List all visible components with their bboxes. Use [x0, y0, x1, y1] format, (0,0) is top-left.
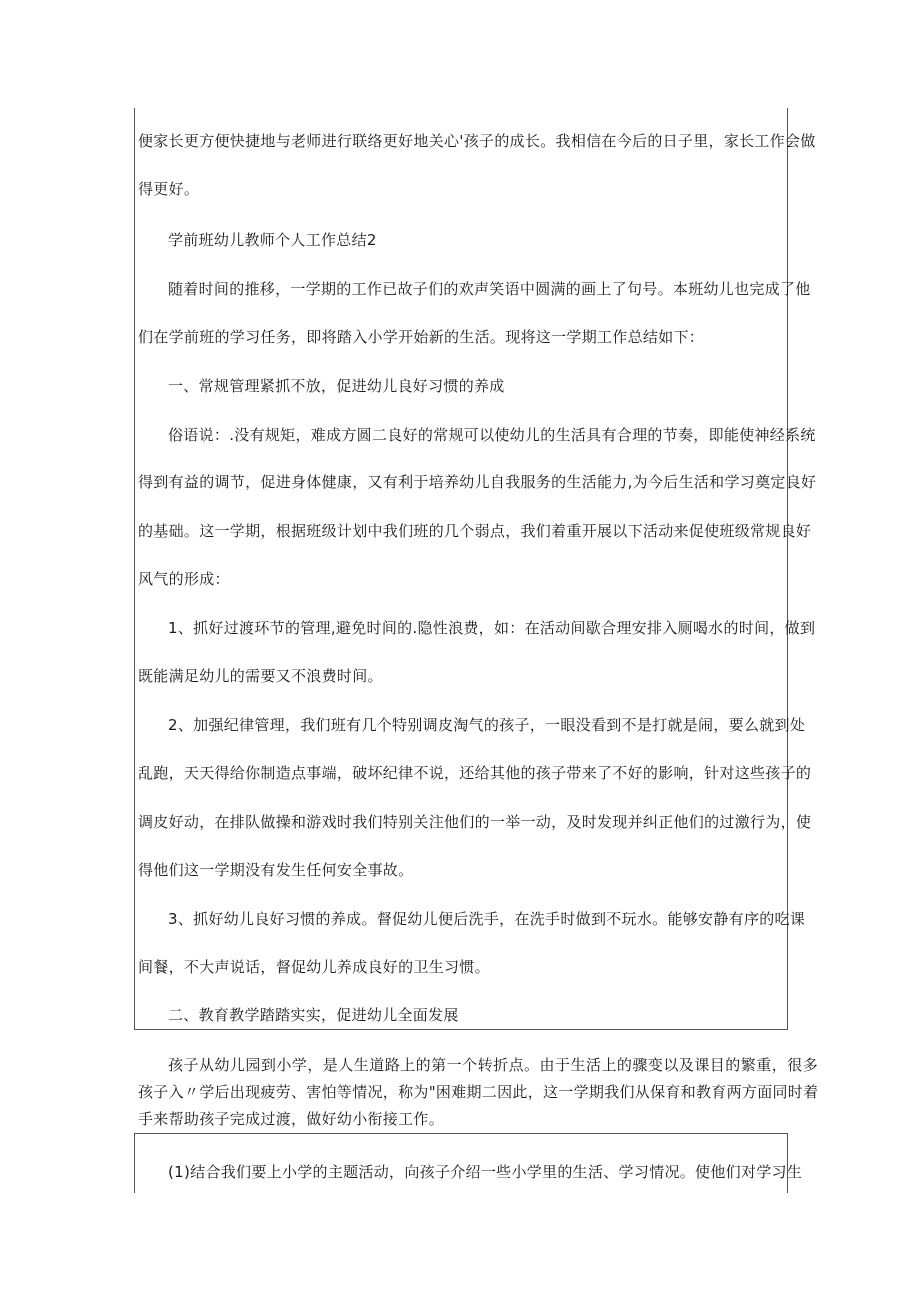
paragraph-line: 便家长更方便快捷地与老师进行联络更好地关心'孩子的成长。我相信在今后的日子里，家长工作会做: [138, 132, 816, 150]
list-item: 3、抓好幼儿良好习惯的养成。督促幼儿便后洗手，在洗手时做到不玩水。能够安静有序的吃课: [168, 910, 806, 928]
paragraph-line: 乱跑，天天得给你制造点事端，破坏纪律不说，还给其他的孩子带来了不好的影响，针对这些孩子的: [138, 764, 812, 782]
paragraph-line: 得他们这一学期没有发生任何安全事故。: [138, 861, 414, 879]
paragraph-line: 孩子从幼儿园到小学，是人生道路上的第一个转折点。由于生活上的骤变以及课目的繁重，很多: [168, 1056, 818, 1074]
section-title: 学前班幼儿教师个人工作总结2: [168, 231, 377, 249]
paragraph-line: 间餐，不大声说话，督促幼儿养成良好的卫生习惯。: [138, 958, 490, 976]
paragraph-line: 随着时间的推移，一学期的工作已故子们的欢声笑语中圆满的画上了句号。本班幼儿也完成了他: [168, 280, 811, 298]
paragraph-line: 风气的形成：: [138, 570, 230, 588]
paragraph-line: 手来帮助孩子完成过渡，做好幼小衔接工作。: [138, 1110, 445, 1128]
paragraph-line: 得更好。: [138, 180, 200, 198]
paragraph-line: 得到有益的调节，促进身体健康，又有利于培养幼儿自我服务的生活能力,为今后生活和学习奠定良好: [138, 473, 817, 491]
paragraph-line: 调皮好动，在排队做操和游戏时我们特别关注他们的一举一动，及时发现并纠正他们的过激行为，使: [138, 813, 812, 831]
list-item: (1)结合我们要上小学的主题活动，向孩子介绍一些小学里的生活、学习情况。使他们对学习生: [168, 1163, 803, 1181]
paragraph-line: 孩子入〃学后出现疲劳、害怕等情况，称为"困难期二因此，这一学期我们从保育和教育两方面同时着: [138, 1083, 819, 1101]
list-item: 1、抓好过渡环节的管理,避免时间的.隐性浪费，如：在活动间歇合理安排入厕喝水的时间，做到: [168, 619, 816, 637]
section-heading: 二、教育教学踏踏实实，促进幼儿全面发展: [168, 1006, 459, 1024]
section-heading: 一、常规管理紧抓不放，促进幼儿良好习惯的养成: [168, 377, 505, 395]
paragraph-line: 既能满足幼儿的需要又不浪费时间。: [138, 667, 383, 685]
paragraph-line: 的基础。这一学期，根据班级计划中我们班的几个弱点，我们着重开展以下活动来促使班级常规良好: [138, 522, 812, 540]
paragraph-line: 俗语说：.没有规矩，难成方圆二良好的常规可以使幼儿的生活具有合理的节奏，即能使神经系统: [168, 426, 816, 444]
paragraph-line: 们在学前班的学习任务，即将踏入小学开始新的生活。现将这一学期工作总结如下：: [138, 328, 705, 346]
list-item: 2、加强纪律管理，我们班有几个特别调皮淘气的孩子，一眼没看到不是打就是闹，要么就到处: [168, 716, 806, 734]
